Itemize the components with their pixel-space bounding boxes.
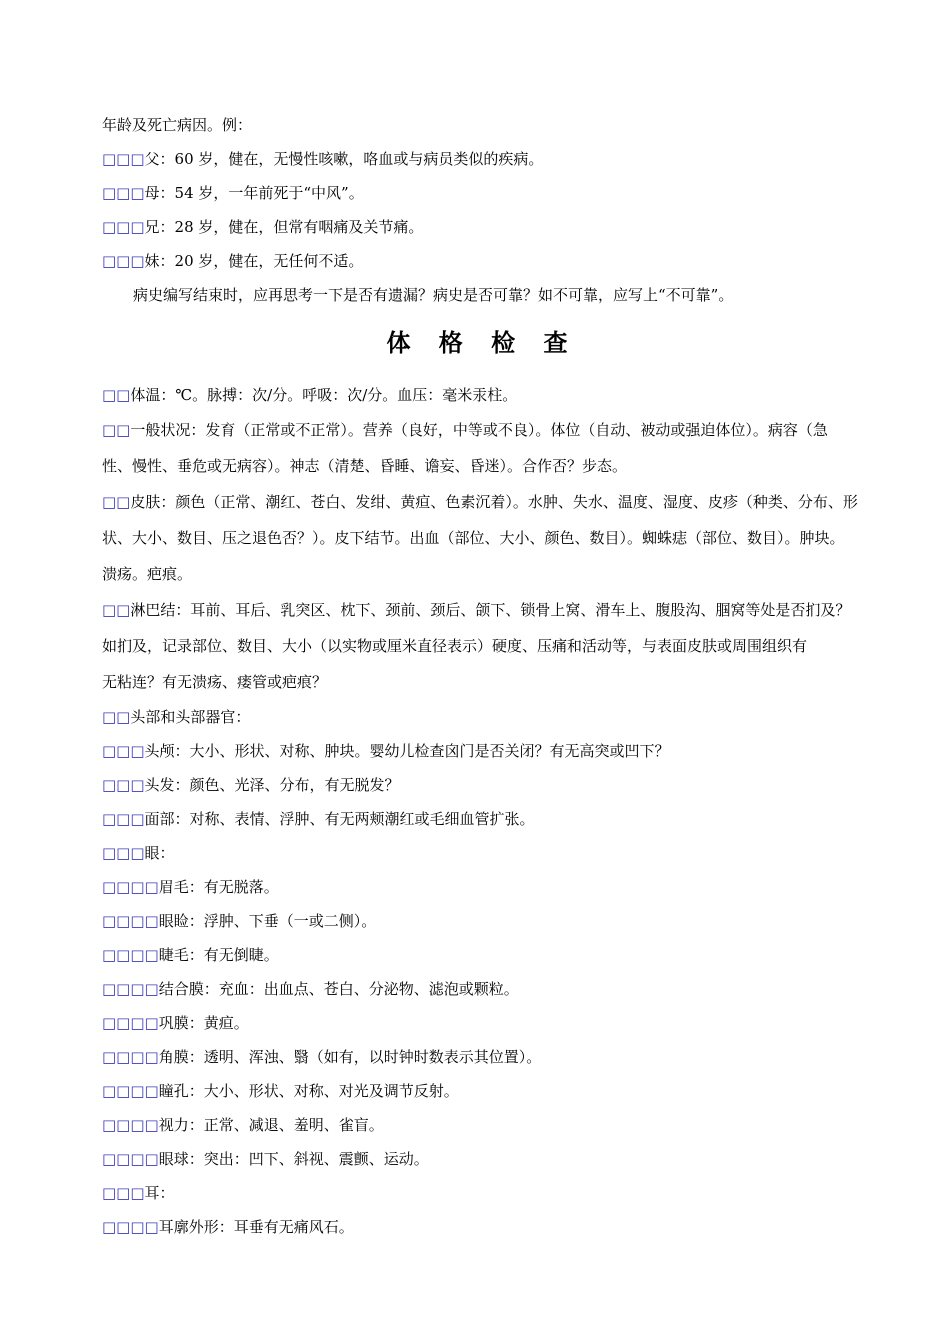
- exam-item-text: 眼：: [144, 844, 175, 862]
- exam-item: [102, 1142, 862, 1176]
- exam-item-text: 视力：正常、减退、羞明、雀盲。: [158, 1116, 384, 1134]
- checkbox-markers: □□□: [102, 184, 145, 202]
- vitals-line: [102, 378, 862, 412]
- checkbox-markers: □□□□: [102, 1150, 159, 1168]
- checkbox-markers: □□□: [102, 1184, 145, 1202]
- exam-item: [102, 938, 862, 972]
- checkbox-markers: □□□: [102, 218, 145, 236]
- exam-item: [102, 700, 862, 734]
- general-text-1: 一般状况：发育（正常或不正常）。营养（良好，中等或不良）。体位（自动、被动或强迫体位）。病容（急: [130, 421, 828, 439]
- lymph-line-2: 如扪及，记录部位、数目、大小（以实物或厘米直径表示）硬度、压痛和活动等，与表面皮肤或周围组织有: [102, 637, 808, 655]
- exam-item: [102, 1108, 862, 1142]
- general-line-1: [102, 412, 862, 448]
- exam-item: [102, 870, 862, 904]
- exam-item: [102, 836, 862, 870]
- family-item-father: [102, 142, 862, 176]
- lymph-text-1: 淋巴结：耳前、耳后、乳突区、枕下、颈前、颈后、颌下、锁骨上窝、滑车上、腹股沟、腘窝等处是否扪及？: [130, 601, 851, 619]
- skin-text-1: 皮肤：颜色（正常、潮红、苍白、发绀、黄疸、色素沉着）。水肿、失水、温度、湿度、皮疹（种类、分布、形: [130, 493, 858, 511]
- exam-item-text: 眼球：突出：凹下、斜视、震颤、运动。: [158, 1150, 429, 1168]
- exam-item-text: 瞳孔：大小、形状、对称、对光及调节反射。: [158, 1082, 459, 1100]
- checkbox-markers: □□□□: [102, 1218, 159, 1236]
- skin-line-1: [102, 484, 862, 520]
- exam-item: [102, 1040, 862, 1074]
- skin-line-2: 状、大小、数目、压之退色否？）。皮下结节。出血（部位、大小、颜色、数目）。蜘蛛痣（部位、数目）。肿块。: [102, 529, 845, 547]
- checkbox-markers: □□□□: [102, 1014, 159, 1032]
- exam-item-text: 面部：对称、表情、浮肿、有无两颊潮红或毛细血管扩张。: [144, 810, 535, 828]
- family-text: 父：60 岁，健在，无慢性咳嗽，咯血或与病员类似的疾病。: [144, 150, 544, 168]
- history-note-text: 病史编写结束时，应再思考一下是否有遗漏？病史是否可靠？如不可靠，应写上“不可靠”。: [133, 286, 734, 304]
- exam-item-text: 眉毛：有无脱落。: [158, 878, 279, 896]
- exam-item-text: 睫毛：有无倒睫。: [158, 946, 279, 964]
- exam-item: [102, 1210, 862, 1244]
- history-note: [102, 278, 862, 312]
- exam-item: [102, 734, 862, 768]
- exam-item: [102, 1176, 862, 1210]
- exam-item-text: 头发：颜色、光泽、分布，有无脱发？: [144, 776, 400, 794]
- checkbox-markers: □□□□: [102, 1116, 159, 1134]
- checkbox-markers: □□□□: [102, 1048, 159, 1066]
- general-condition-paragraph: [102, 412, 862, 484]
- exam-item-text: 耳廓外形：耳垂有无痛风石。: [158, 1218, 354, 1236]
- exam-item-text: 耳：: [144, 1184, 175, 1202]
- checkbox-markers: □□□□: [102, 912, 159, 930]
- lymph-paragraph: [102, 592, 862, 700]
- exam-item-text: 结合膜：充血：出血点、苍白、分泌物、滤泡或颗粒。: [158, 980, 519, 998]
- checkbox-markers: □□□: [102, 252, 145, 270]
- exam-item: [102, 802, 862, 836]
- exam-item: [102, 1074, 862, 1108]
- checkbox-markers: □□: [102, 421, 131, 439]
- exam-item-text: 头部和头部器官：: [130, 708, 251, 726]
- exam-item-text: 眼睑：浮肿、下垂（一或二侧）。: [158, 912, 377, 930]
- checkbox-markers: □□□: [102, 810, 145, 828]
- exam-item-text: 头颅：大小、形状、对称、肿块。婴幼儿检查囟门是否关闭？有无高突或凹下？: [144, 742, 670, 760]
- checkbox-markers: □□: [102, 708, 131, 726]
- family-item-brother: [102, 210, 862, 244]
- exam-item: [102, 904, 862, 938]
- checkbox-markers: □□□□: [102, 878, 159, 896]
- family-text: 母：54 岁，一年前死于“中风”。: [144, 184, 364, 202]
- family-item-sister: [102, 244, 862, 278]
- document-page: [102, 108, 862, 1244]
- family-text: 妹：20 岁，健在，无任何不适。: [144, 252, 364, 270]
- lymph-line-3: 无粘连？有无溃疡、瘘管或疤痕？: [102, 673, 328, 691]
- exam-item-text: 角膜：透明、浑浊、翳（如有，以时钟时数表示其位置）。: [158, 1048, 542, 1066]
- checkbox-markers: □□□: [102, 742, 145, 760]
- checkbox-markers: □□□: [102, 776, 145, 794]
- family-item-mother: [102, 176, 862, 210]
- general-line-2: 性、慢性、垂危或无病容）。神志（清楚、昏睡、谵妄、昏迷）。合作否？步态。: [102, 457, 628, 475]
- exam-item-list: [102, 700, 862, 1244]
- exam-item-text: 巩膜：黄疸。: [158, 1014, 249, 1032]
- exam-item: [102, 1006, 862, 1040]
- checkbox-markers: □□: [102, 601, 131, 619]
- exam-item: [102, 972, 862, 1006]
- checkbox-markers: □□: [102, 386, 131, 404]
- exam-item: [102, 768, 862, 802]
- intro-line: [102, 108, 862, 142]
- checkbox-markers: □□□□: [102, 1082, 159, 1100]
- section-title: 体 格 检 查: [386, 329, 578, 357]
- skin-line-3: 溃疡。疤痕。: [102, 565, 193, 583]
- checkbox-markers: □□: [102, 493, 131, 511]
- checkbox-markers: □□□: [102, 150, 145, 168]
- lymph-line-1: [102, 592, 862, 628]
- skin-paragraph: [102, 484, 862, 592]
- vitals-text: 体温：℃。脉搏：次/分。呼吸：次/分。血压：毫米汞柱。: [130, 386, 518, 404]
- family-text: 兄：28 岁，健在，但常有咽痛及关节痛。: [144, 218, 424, 236]
- checkbox-markers: □□□: [102, 844, 145, 862]
- checkbox-markers: □□□□: [102, 946, 159, 964]
- checkbox-markers: □□□□: [102, 980, 159, 998]
- intro-text: 年龄及死亡病因。例：: [102, 116, 253, 134]
